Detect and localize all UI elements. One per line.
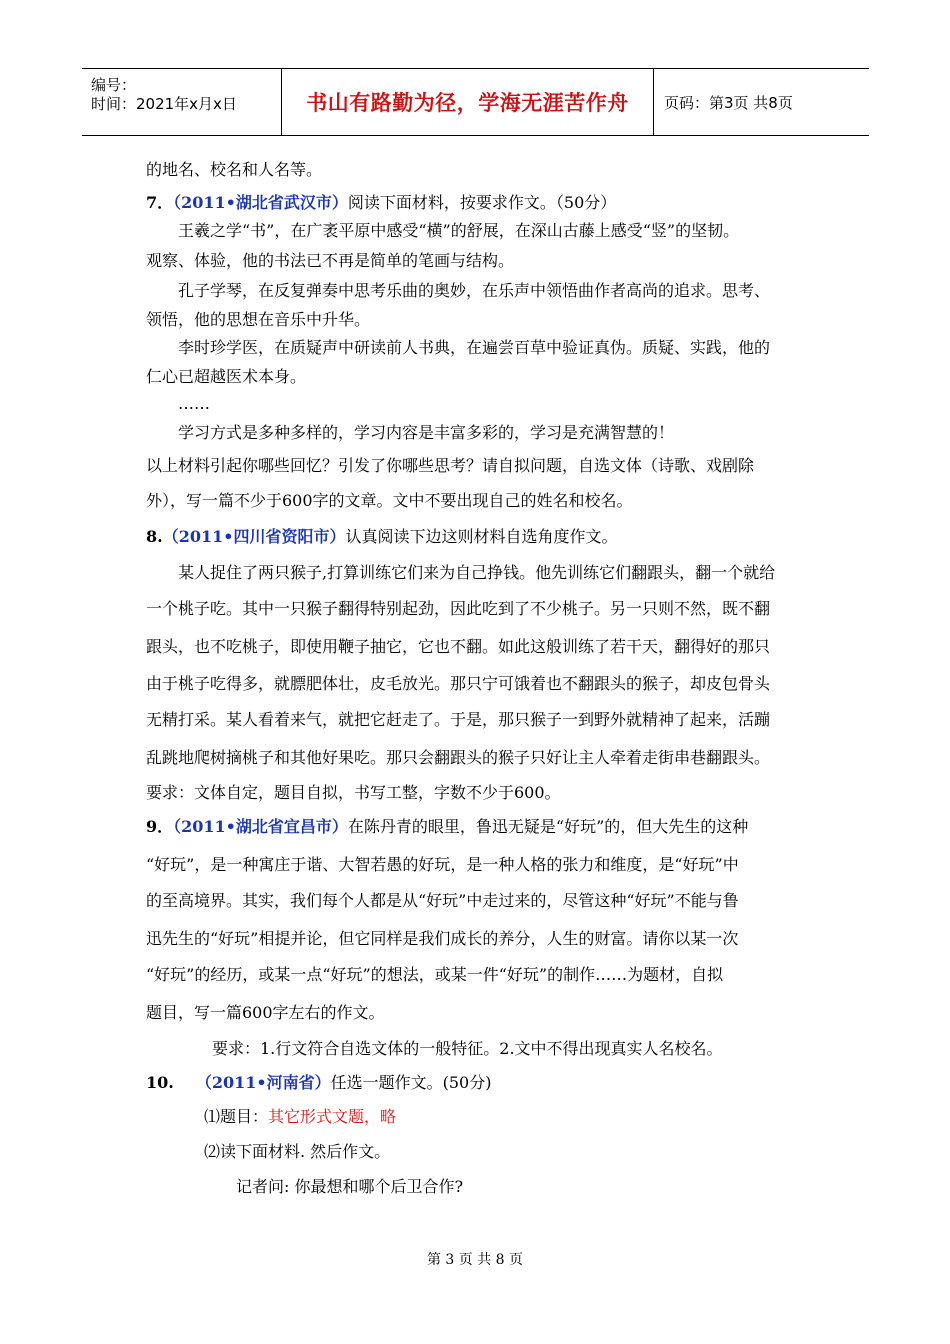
text-line: 观察、体验，他的书法已不再是简单的笔画与结构。 bbox=[146, 251, 515, 270]
motto: 书山有路勤为径，学海无涯苦作舟 bbox=[306, 91, 629, 115]
text-line: 某人捉住了两只猴子,打算训练它们来为自己挣钱。他先训练它们翻跟头，翻一个就给 bbox=[178, 563, 776, 582]
number-label: 编号： bbox=[91, 76, 137, 94]
time-label: 时间：2021年x月x日 bbox=[91, 95, 237, 113]
text-line: 无精打采。某人看着来气，就把它赶走了。于是，那只猴子一到野外就精神了起来，活蹦 bbox=[146, 710, 771, 729]
header-info-cell bbox=[82, 69, 282, 135]
text-line: …… bbox=[178, 394, 210, 413]
text-line: 的至高境界。其实，我们每个人都是从“好玩”中走过来的，尽管这种“好玩”不能与鲁 bbox=[146, 891, 739, 910]
text-line: 王羲之学“书”，在广袤平原中感受“横”的舒展，在深山古藤上感受“竖”的坚韧。 bbox=[178, 221, 740, 240]
question-10-heading bbox=[146, 1073, 491, 1093]
question-source: （2011•湖北省武汉市） bbox=[173, 193, 348, 212]
text-line: 要求：文体自定，题目自拟，书写工整，字数不少于600。 bbox=[146, 783, 561, 802]
text-line: 记者问: 你最想和哪个后卫合作? bbox=[236, 1177, 464, 1196]
page-label: 页码：第3页 共8页 bbox=[664, 93, 793, 112]
option-1-line bbox=[204, 1107, 396, 1127]
text-line: 由于桃子吃得多，就膘肥体壮，皮毛放光。那只宁可饿着也不翻跟头的猴子，却皮包骨头 bbox=[146, 674, 771, 693]
header-page-cell bbox=[654, 69, 869, 135]
page-header bbox=[82, 68, 869, 136]
text-line: 仁心已超越医术本身。 bbox=[146, 367, 307, 386]
text-line: 领悟，他的思想在音乐中升华。 bbox=[146, 310, 371, 329]
question-8-heading bbox=[146, 527, 617, 547]
text-line: “好玩”的经历，或某一点“好玩”的想法，或某一件“好玩”的制作……为题材，自拟 bbox=[146, 965, 724, 984]
question-text: 阅读下面材料，按要求作文。（50分） bbox=[347, 193, 617, 212]
question-number: 10. bbox=[146, 1073, 174, 1092]
text-line: “好玩”，是一种寓庄于谐、大智若愚的好玩，是一种人格的张力和维度，是“好玩”中 bbox=[146, 855, 739, 874]
question-source: （2011•四川省资阳市） bbox=[162, 527, 346, 546]
question-number: 9． bbox=[146, 817, 174, 836]
text-line: 孔子学琴，在反复弹奏中思考乐曲的奥妙，在乐声中领悟曲作者高尚的追求。思考、 bbox=[178, 281, 771, 300]
question-number: 7． bbox=[146, 193, 174, 212]
question-source: （2011•河南省） bbox=[195, 1073, 331, 1092]
question-text: 任选一题作文。(50分) bbox=[330, 1073, 492, 1092]
question-text: 在陈丹青的眼里，鲁迅无疑是“好玩”的，但大先生的这种 bbox=[347, 817, 749, 836]
text-line: 要求：1.行文符合自选文体的一般特征。2.文中不得出现真实人名校名。 bbox=[212, 1039, 723, 1058]
text-line: 乱跳地爬树摘桃子和其他好果吃。那只会翻跟头的猴子只好让主人牵着走街串巷翻跟头。 bbox=[146, 748, 771, 767]
question-number: 8. bbox=[146, 527, 163, 546]
text-line: 学习方式是多种多样的，学习内容是丰富多彩的，学习是充满智慧的！ bbox=[178, 423, 675, 442]
text-line: 以上材料引起你哪些回忆？引发了你哪些思考？请自拟问题，自选文体（诗歌、戏剧除 bbox=[146, 456, 755, 475]
text-line: 迅先生的“好玩”相提并论，但它同样是我们成长的养分，人生的财富。请你以某一次 bbox=[146, 929, 739, 948]
question-source: （2011•湖北省宜昌市） bbox=[173, 817, 348, 836]
text-line: 跟头，也不吃桃子，即使用鞭子抽它，它也不翻。如此这般训练了若干天，翻得好的那只 bbox=[146, 637, 771, 656]
header-motto-cell bbox=[282, 69, 654, 135]
option-2-line: ⑵读下面材料. 然后作文。 bbox=[204, 1142, 391, 1161]
text-line: 一个桃子吃。其中一只猴子翻得特别起劲，因此吃到了不少桃子。另一只则不然，既不翻 bbox=[146, 599, 771, 618]
text-line: 的地名、校名和人名等。 bbox=[146, 160, 323, 179]
text-line: 李时珍学医，在质疑声中研读前人书典，在遍尝百草中验证真伪。质疑、实践，他的 bbox=[178, 338, 771, 357]
text-line: 外），写一篇不少于600字的文章。文中不要出现自己的姓名和校名。 bbox=[146, 491, 633, 510]
question-7-heading bbox=[146, 193, 616, 213]
option-note: 其它形式文题，略 bbox=[268, 1107, 397, 1126]
question-text: 认真阅读下边这则材料自选角度作文。 bbox=[345, 527, 618, 546]
question-9-heading bbox=[146, 817, 748, 837]
page-footer: 第 3 页 共 8 页 bbox=[426, 1252, 524, 1268]
option-label: ⑴题目： bbox=[204, 1107, 269, 1126]
text-line: 题目，写一篇600字左右的作文。 bbox=[146, 1003, 385, 1022]
